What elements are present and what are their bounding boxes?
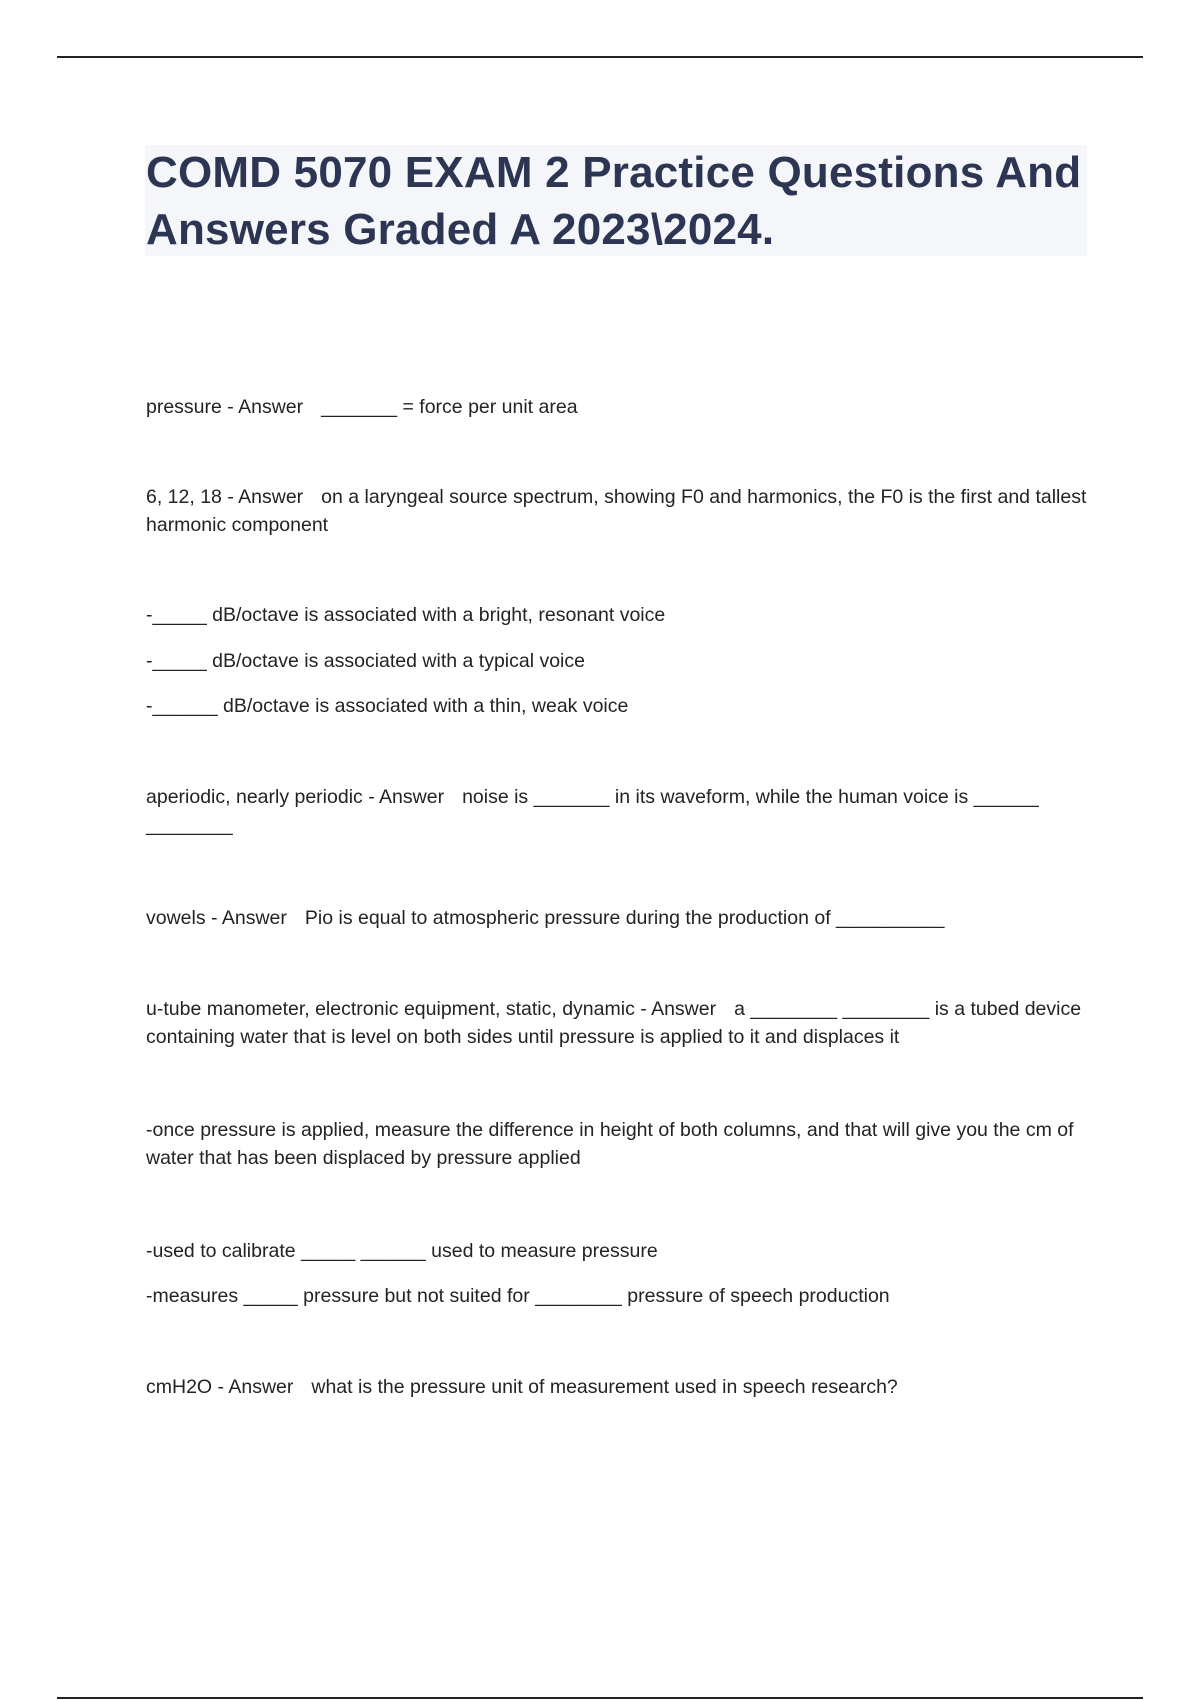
note-line-bright-voice: -_____ dB/octave is associated with a bright, resonant voice [146, 604, 666, 626]
question-text: what is the pressure unit of measurement used in speech research? [311, 1376, 898, 1398]
answer-term: vowels - Answer [146, 907, 287, 929]
answer-term: cmH2O - Answer [146, 1376, 294, 1398]
header-rule [57, 56, 1143, 58]
qa-entry-periodicity [146, 783, 1091, 839]
footer-rule [57, 1697, 1143, 1699]
answer-term: 6, 12, 18 - Answer [146, 486, 304, 508]
note-line-calibrate: -used to calibrate _____ ______ used to measure pressure [146, 1240, 658, 1262]
question-text: Pio is equal to atmospheric pressure during the production of __________ [304, 907, 945, 929]
qa-entry-vowels [146, 904, 1091, 932]
question-text: on a laryngeal source spectrum, showing F0 and harmonics, the F0 is the first and tallest harmonic component [146, 486, 1087, 536]
answer-term: u-tube manometer, electronic equipment, static, dynamic - Answer [146, 998, 717, 1020]
note-line-weak-voice: -______ dB/octave is associated with a thin, weak voice [146, 695, 629, 717]
qa-entry-units [146, 1373, 1091, 1401]
question-text: _______ = force per unit area [321, 396, 578, 418]
question-text: a ________ ________ is a tubed device containing water that is level on both sides until pressure is applied to it and displaces it [146, 998, 1082, 1048]
question-text: noise is _______ in its waveform, while the human voice is ______ ________ [146, 786, 1039, 836]
note-line-measures: -measures _____ pressure but not suited for ________ pressure of speech production [146, 1285, 890, 1307]
note-line-pressure-applied: -once pressure is applied, measure the difference in height of both columns, and that will give you the cm of water that has been displaced by pressure applied [146, 1119, 1074, 1169]
qa-entry-pressure [146, 393, 1091, 421]
qa-entry-manometer [146, 995, 1091, 1051]
qa-entry-harmonics [146, 483, 1091, 539]
note-line-typical-voice: -_____ dB/octave is associated with a typical voice [146, 650, 585, 672]
answer-term: pressure - Answer [146, 396, 304, 418]
answer-term: aperiodic, nearly periodic - Answer [146, 786, 445, 808]
document-title: COMD 5070 EXAM 2 Practice Questions And Answers Graded A 2023\2024. [146, 148, 1082, 254]
